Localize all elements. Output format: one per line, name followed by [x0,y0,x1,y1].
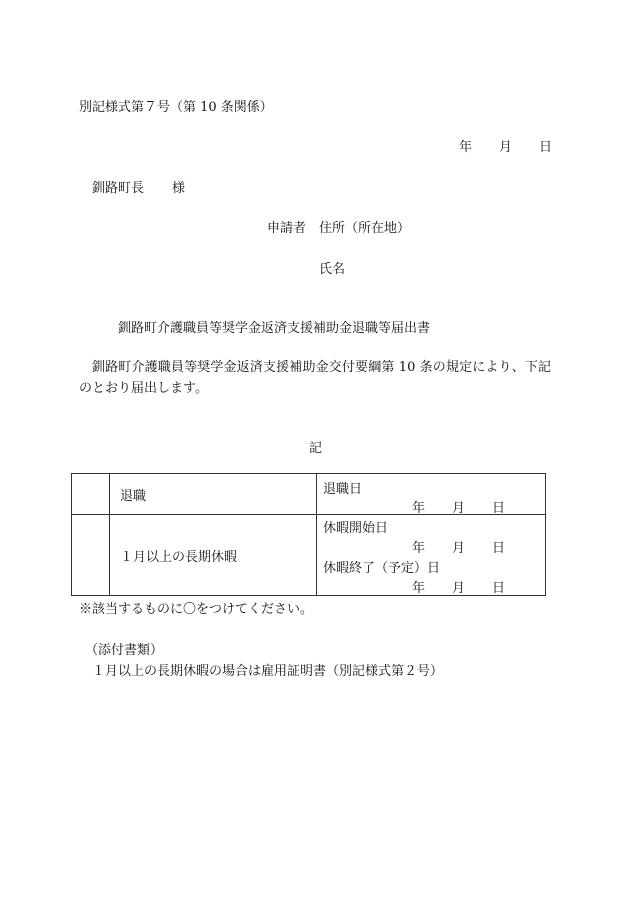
attachments-heading: （添付書類） [85,643,164,658]
unit-day: 日 [492,581,506,596]
unit-year: 年 [412,581,426,596]
address-label: 住所（所在地） [319,221,411,236]
recipient-name: 釧路町長 [92,181,145,196]
mark-cell[interactable] [72,515,110,596]
unit-year: 年 [412,541,426,556]
field-label: 退職日 [323,482,363,497]
unit-year: 年 [412,501,426,516]
attachments-item: １月以上の長期休暇の場合は雇用証明書（別記様式第２号） [92,664,444,679]
table-row-retirement [72,474,546,515]
unit-month: 月 [452,541,466,556]
date-month: 月 [499,140,513,155]
applicant-label: 申請者 [267,221,307,236]
field-label: 休暇開始日 [323,521,389,536]
detail-table [71,473,546,596]
date-day: 日 [539,140,553,155]
date-cell [317,474,546,515]
form-number: 別記様式第７号（第 10 条関係） [79,100,273,115]
ki-heading: 記 [309,441,323,456]
applicant-name-label: 氏名 [319,262,346,277]
unit-month: 月 [452,501,466,516]
document-title: 釧路町介護職員等奨学金返済支援補助金退職等届出書 [118,321,431,336]
field-label: 休暇終了（予定）日 [323,561,441,576]
recipient-honorific: 様 [172,181,186,196]
row-label: 退職 [110,474,317,515]
unit-month: 月 [452,581,466,596]
date-cell [317,515,546,596]
date-year: 年 [459,140,473,155]
table-row-leave [72,515,546,596]
unit-day: 日 [492,501,506,516]
note: ※該当するものに〇をつけてください。 [79,602,314,617]
body-text: 釧路町介護職員等奨学金返済支援補助金交付要綱第 10 条の規定により、下記のとおり届出します。 [79,360,551,396]
row-label: １月以上の長期休暇 [110,515,317,596]
mark-cell[interactable] [72,474,110,515]
unit-day: 日 [492,541,506,556]
